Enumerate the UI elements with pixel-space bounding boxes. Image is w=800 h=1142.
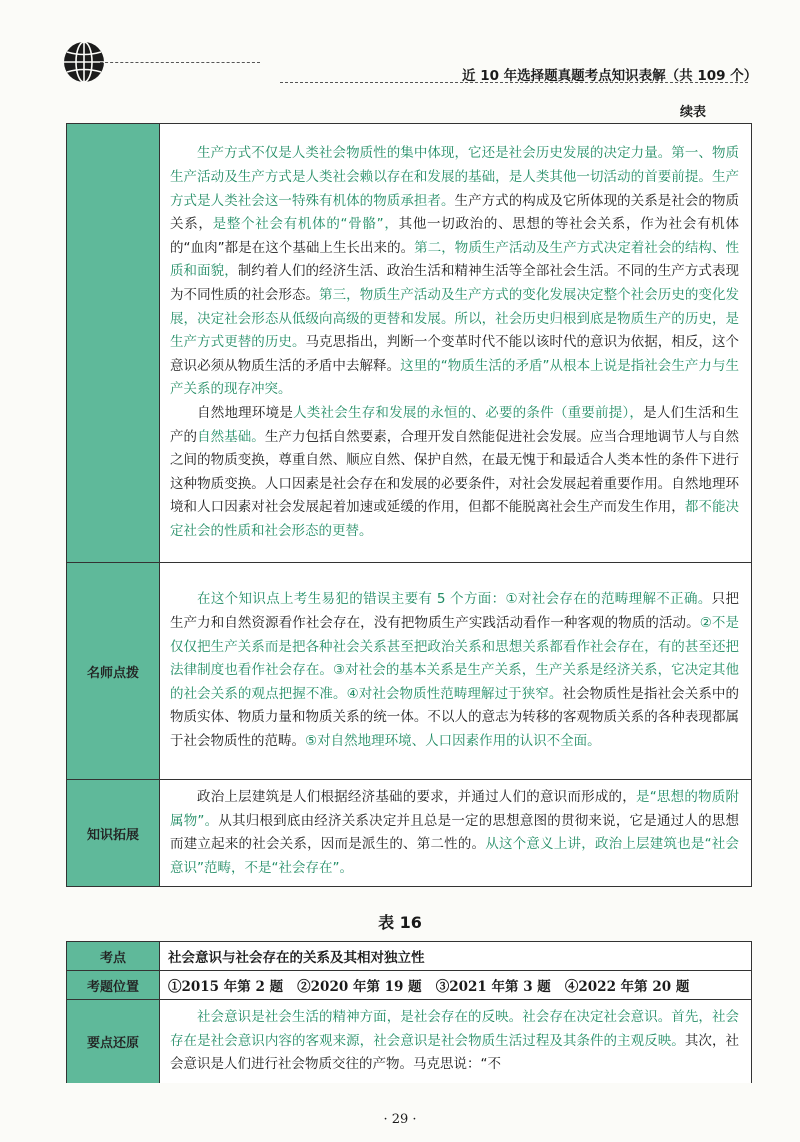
continued-label: 续表: [680, 105, 707, 120]
text-segment: 人类社会生存和发展的永恒的、必要的条件（重要前提），: [293, 404, 644, 421]
extend-cell: [160, 780, 752, 887]
table-16: [66, 941, 752, 1083]
text-segment: 制约着人们的经济生活、政治生活和精神生活等全部社会生活。不同的生产方式表现为不同性质的社会形态。: [170, 263, 740, 304]
topic-value: 社会意识与社会存在的关系及其相对独立性: [160, 942, 752, 971]
text-segment: 这里的“物质生活的矛盾”从根本上说是指社会生产力与生产关系的现存冲突。: [170, 357, 739, 398]
position-value: ①2015 年第 2 题 ②2020 年第 19 题 ③2021 年第 3 题 ④2022 年第 20 题: [160, 971, 752, 1000]
text-segment: ②不是仅仅把生产关系而是把各种社会关系甚至把政治关系和思想关系都看作社会存在，有的甚至还把法律制度也看作社会存在。③对社会的基本关系是生产关系，生产关系是经济关系，它决定其他的社会关系的观点把握不准。④对社会物质性范畴理解过于狭窄。: [170, 615, 740, 702]
extend-label: 知识拓展: [67, 780, 160, 887]
text-segment: 只把生产力和自然资源看作社会存在，没有把物质生产实践活动看作一种客观的物质的活动。: [170, 591, 739, 632]
tips-paragraph: [170, 588, 739, 753]
table-15-continued: [66, 123, 752, 887]
content-paragraph-1: [170, 142, 739, 402]
page-number: · 29 ·: [383, 1112, 417, 1127]
text-segment: 在这个知识点上考生易犯的错误主要有 5 个方面：①对社会存在的范畴理解不正确。: [197, 591, 712, 608]
content-paragraph-2: [170, 402, 739, 544]
text-segment: 其次，社会意识是人们进行社会物质交往的产物。马克思说：“不: [170, 1032, 740, 1073]
text-segment: 其他一切政治的、思想的等社会关系，作为社会有机体的“血肉”都是在这个基础上生长出来的。: [170, 216, 739, 256]
text-segment: 是“思想的物质附属物”。: [170, 789, 740, 829]
table-16-title: 表 16: [378, 913, 422, 932]
text-segment: 是整个社会有机体的“骨骼”，: [212, 216, 399, 233]
text-segment: 自然地理环境是: [197, 404, 294, 421]
page-header-title: 近 10 年选择题真题考点知识表解（共 109 个）: [462, 68, 758, 84]
text-segment: 从其归根到底由经济关系决定并且总是一定的思想意图的贯彻来说，它是通过人的思想而建立起来的社会关系，因而是派生的、第二性的。: [170, 812, 739, 853]
text-segment: ⑤对自然地理环境、人口因素作用的认识不全面。: [305, 732, 601, 749]
text-segment: 生产方式不仅是人类社会物质性的集中体现，它还是社会历史发展的决定力量。第一、物质生产活动及生产方式是人类社会赖以存在和发展的基础，是人类其他一切活动的首要前提。生产方式是人类社会这一特殊有机体的物质承担者。: [170, 145, 739, 209]
tips-label: 名师点拨: [67, 563, 160, 780]
text-segment: 社会意识是社会生活的精神方面，是社会存在的反映。社会存在决定社会意识。首先，社会存在是社会意识内容的客观来源，社会意识是社会物质生活过程及其条件的主观反映。: [170, 1009, 739, 1049]
topic-label: 考点: [67, 942, 160, 971]
text-segment: 是人们生活和生产的: [170, 404, 740, 445]
text-segment: 马克思指出，判断一个变革时代不能以该时代的意识为依据，相反，这个意识必须从物质生活的矛盾中去解释。: [170, 334, 740, 374]
points-cell: [160, 1000, 752, 1083]
points-label: 要点还原: [67, 1000, 160, 1083]
text-segment: 从这个意义上讲，政治上层建筑也是“社会意识”范畴，不是“社会存在”。: [170, 836, 740, 876]
text-segment: 社会物质性是指社会关系中的物质实体、物质力量和物质关系的统一体。不以人的意志为转移的客观物质关系的各种表现都属于社会物质性的范畴。: [170, 685, 739, 749]
text-segment: 生产方式的构成及它所体现的关系是社会的物质关系，: [170, 192, 740, 233]
text-segment: 生产力包括自然要素，合理开发自然能促进社会发展。应当合理地调节人与自然之间的物质变换，尊重自然、顺应自然、保护自然，在最无愧于和最适合人类本性的条件下进行这种物质变换。人口因素是社会存在和发展的必要条件，对社会发展起着重要作用。自然地理环境和人口因素对社会发展起着加速或延缓的作用，但都不能脱离社会生产而发生作用，: [170, 428, 740, 516]
position-label: 考题位置: [67, 971, 160, 1000]
extend-paragraph: [170, 786, 739, 880]
text-segment: 都不能决定社会的性质和社会形态的更替。: [170, 499, 740, 539]
header-rule: [100, 62, 260, 63]
row-label-empty: [67, 124, 160, 563]
points-paragraph: [170, 1006, 739, 1077]
text-segment: 自然基础。: [197, 428, 265, 445]
text-segment: 政治上层建筑是人们根据经济基础的要求，并通过人们的意识而形成的，: [197, 789, 636, 805]
tips-cell: [160, 563, 752, 780]
text-segment: 第三，物质生产活动及生产方式的变化发展决定整个社会历史的变化发展，决定社会形态从低级向高级的更替和发展。所以，社会历史归根到底是物质生产的历史，是生产方式更替的历史。: [170, 287, 740, 351]
content-cell: [160, 124, 752, 563]
text-segment: 第二，物质生产活动及生产方式决定着社会的结构、性质和面貌，: [170, 239, 739, 280]
